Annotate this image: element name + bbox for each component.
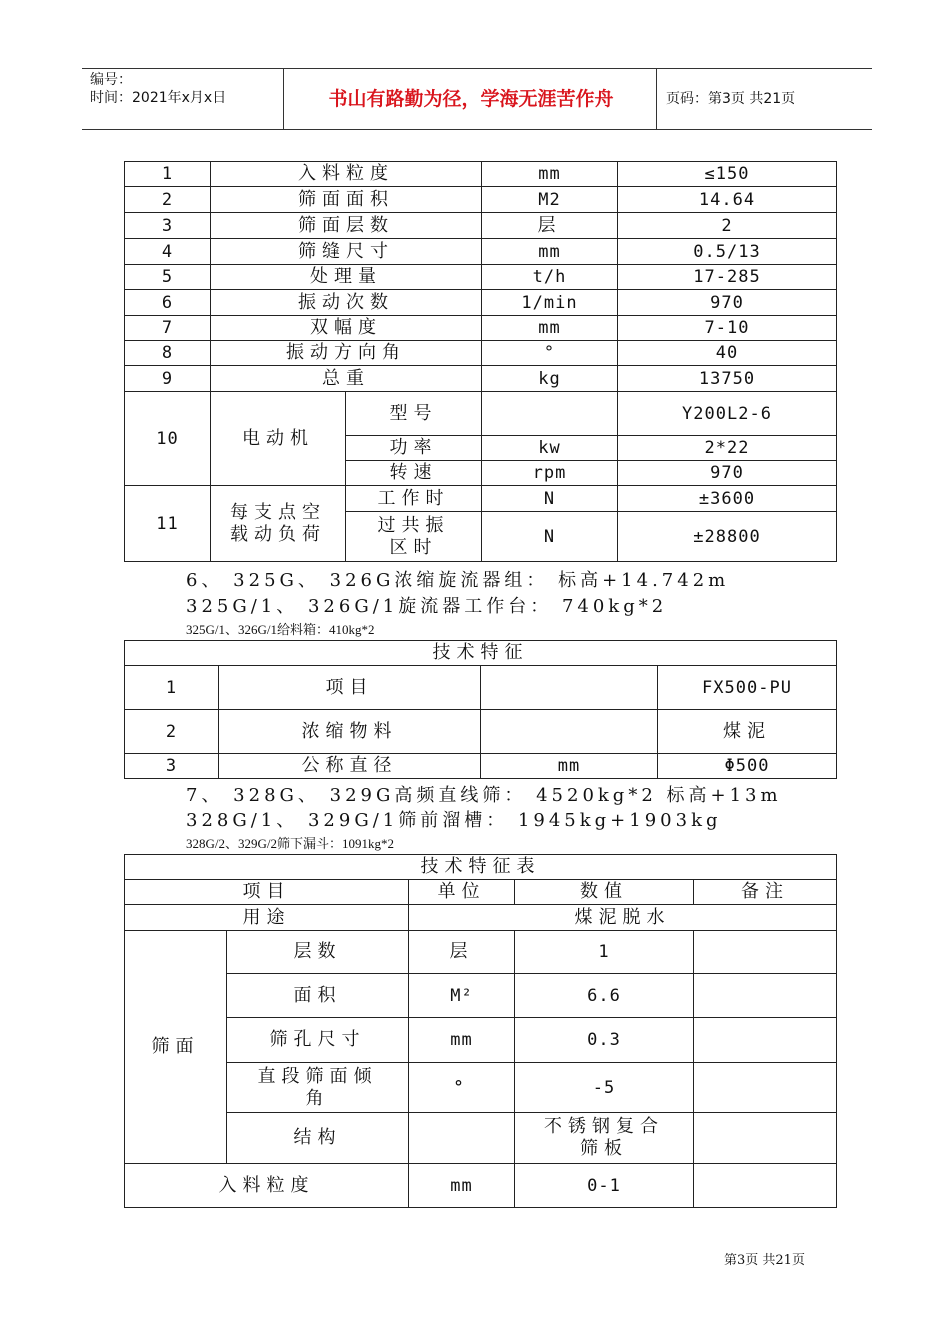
table-cyclone-features [124, 640, 837, 779]
table-row: 3 筛面层数 层 2 [125, 213, 837, 239]
table-row: 转速 rpm 970 [125, 461, 837, 486]
table-row: 直段筛面倾角 ° -5 [125, 1063, 837, 1113]
table-title-row: 技术特征表 [125, 855, 837, 880]
table-row: 6 振动次数 1/min 970 [125, 290, 837, 316]
page-header [82, 68, 872, 130]
table-row: 3 公称直径 mm Φ500 [125, 754, 837, 779]
section7-line3: 328G/2、329G/2筛下漏斗：1091kg*2 [186, 836, 395, 851]
header-divider [283, 69, 284, 129]
table-row: 7 双幅度 mm 7-10 [125, 316, 837, 341]
section6-line3: 325G/1、326G/1给料箱：410kg*2 [186, 622, 375, 637]
table-row: 2 筛面面积 M2 14.64 [125, 187, 837, 213]
table-row: 结构 不锈钢复合筛板 [125, 1113, 837, 1164]
table-row: 10 电动机 型号 Y200L2-6 [125, 392, 837, 436]
header-page-info: 页码：第3页 共21页 [666, 91, 796, 107]
footer-page-info: 第3页 共21页 [724, 1253, 805, 1268]
table-row: 过共振区时 N ±28800 [125, 512, 837, 562]
table-row: 用途 煤泥脱水 [125, 905, 837, 931]
table-row: 筛面 层数 层 1 [125, 931, 837, 974]
header-motto: 书山有路勤为径，学海无涯苦作舟 [328, 88, 614, 110]
table-row: 4 筛缝尺寸 mm 0.5/13 [125, 239, 837, 265]
section6-line1: 6、 325G、 326G浓缩旋流器组： 标高+14.742m [186, 570, 730, 591]
table-row: 入料粒度 mm 0-1 [125, 1164, 837, 1208]
table-row: 筛孔尺寸 mm 0.3 [125, 1018, 837, 1063]
table-row: 功率 kw 2*22 [125, 436, 837, 461]
table-header-row: 项目 单位 数值 备注 [125, 880, 837, 905]
table-row: 8 振动方向角 ° 40 [125, 341, 837, 366]
table-screen-params [124, 161, 837, 562]
section6-line2: 325G/1、 326G/1旋流器工作台： 740kg*2 [186, 596, 668, 617]
table-row: 9 总重 kg 13750 [125, 366, 837, 392]
table-row: 面积 M² 6.6 [125, 974, 837, 1018]
table-row: 5 处理量 t/h 17-285 [125, 265, 837, 290]
table-row: 1 项目 FX500-PU [125, 666, 837, 710]
table-row: 2 浓缩物料 煤泥 [125, 710, 837, 754]
header-divider [656, 69, 657, 129]
section7-line1: 7、 328G、 329G高频直线筛： 4520kg*2 标高+13m [186, 785, 782, 806]
table-screen-features [124, 854, 837, 1208]
header-meta [90, 71, 226, 107]
table-row: 1 入料粒度 mm ≤150 [125, 162, 837, 187]
section7-line2: 328G/1、 329G/1筛前溜槽： 1945kg+1903kg [186, 810, 722, 831]
serial-label: 编号： [90, 72, 132, 88]
table-title-row: 技术特征 [125, 641, 837, 666]
time-label: 时间：2021年x月x日 [90, 90, 227, 106]
table-row: 11 每支点空载动负荷 工作时 N ±3600 [125, 486, 837, 512]
